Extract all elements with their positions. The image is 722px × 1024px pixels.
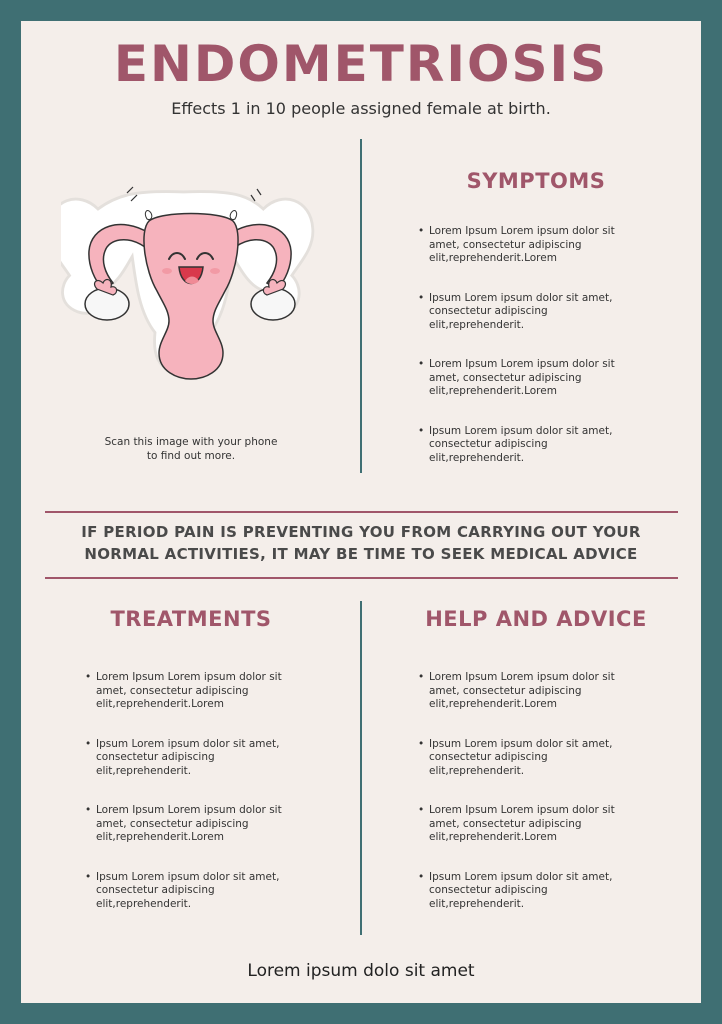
scan-caption-line2: to find out more. [146,450,236,462]
advice-banner [43,521,679,565]
symptoms-title: SYMPTOMS [466,169,606,193]
help-item: • Ipsum Lorem ipsum dolor sit amet, consectetur adipiscing elit,reprehenderit. [418,871,639,912]
scan-caption [81,435,301,463]
scan-caption-line1: Scan this image with your phone [104,436,278,448]
symptoms-item: • Ipsum Lorem ipsum dolor sit amet, consectetur adipiscing elit,reprehenderit. [418,292,639,333]
help-title: HELP AND ADVICE [425,607,647,631]
banner-top-rule [45,511,678,513]
uterus-illustration-icon [61,171,321,405]
treatments-title: TREATMENTS [110,607,272,631]
poster [21,21,701,1003]
help-list [418,671,639,937]
treatments-list [85,671,306,937]
treatments-item: • Ipsum Lorem ipsum dolor sit amet, consectetur adipiscing elit,reprehenderit. [85,738,306,779]
symptoms-item: • Ipsum Lorem ipsum dolor sit amet, consectetur adipiscing elit,reprehenderit. [418,425,639,466]
help-item: • Lorem Ipsum Lorem ipsum dolor sit amet, consectetur adipiscing elit,reprehenderit.Lorem [418,671,639,712]
treatments-item: • Lorem Ipsum Lorem ipsum dolor sit amet, consectetur adipiscing elit,reprehenderit.Lorem [85,671,306,712]
banner-line1: IF PERIOD PAIN IS PREVENTING YOU FROM CARRYING OUT YOUR [81,523,641,541]
help-item: • Lorem Ipsum Lorem ipsum dolor sit amet, consectetur adipiscing elit,reprehenderit.Lorem [418,804,639,845]
banner-line2: NORMAL ACTIVITIES, IT MAY BE TIME TO SEEK MEDICAL ADVICE [84,545,638,563]
symptoms-item: • Lorem Ipsum Lorem ipsum dolor sit amet, consectetur adipiscing elit,reprehenderit.Lorem [418,358,639,399]
top-vertical-divider [360,139,362,473]
treatments-item: • Lorem Ipsum Lorem ipsum dolor sit amet, consectetur adipiscing elit,reprehenderit.Lorem [85,804,306,845]
help-item: • Ipsum Lorem ipsum dolor sit amet, consectetur adipiscing elit,reprehenderit. [418,738,639,779]
symptoms-item: • Lorem Ipsum Lorem ipsum dolor sit amet, consectetur adipiscing elit,reprehenderit.Lorem [418,225,639,266]
bottom-vertical-divider [360,601,362,935]
banner-bottom-rule [45,577,678,579]
footer-text: Lorem ipsum dolo sit amet [247,961,475,981]
treatments-item: • Ipsum Lorem ipsum dolor sit amet, consectetur adipiscing elit,reprehenderit. [85,871,306,912]
page-subtitle: Effects 1 in 10 people assigned female at birth. [171,99,551,118]
page-title: ENDOMETRIOSIS [113,35,609,93]
symptoms-list [418,225,639,491]
